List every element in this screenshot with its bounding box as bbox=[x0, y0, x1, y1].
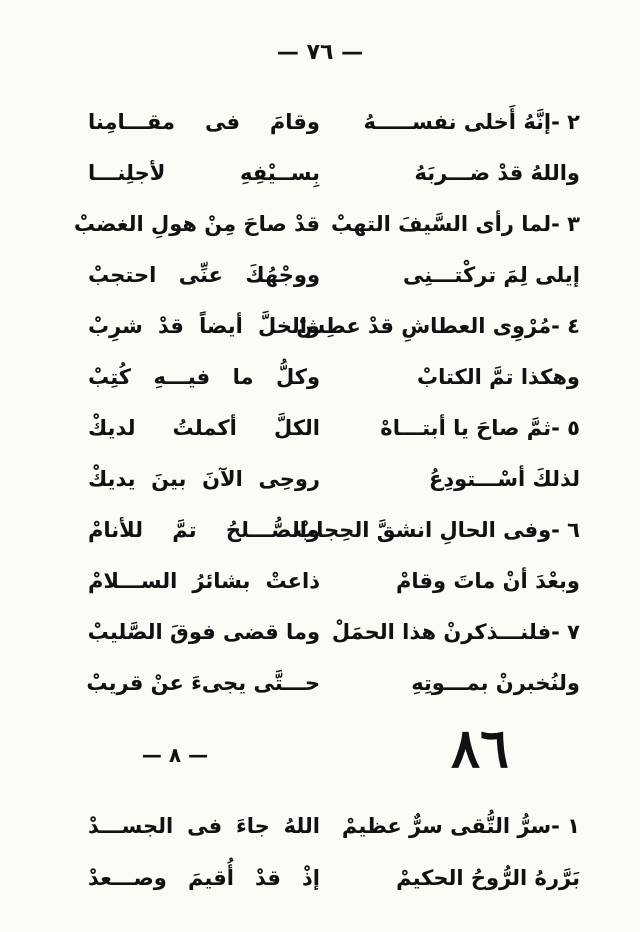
right-hemistich bbox=[330, 852, 580, 904]
left-hemistich: ووجْهُكَ عنِّى احتجبْ bbox=[88, 263, 320, 287]
hemistich-text: بَرَّرهُ الرُّوحُ الحكيمْ bbox=[396, 866, 580, 890]
verse-line bbox=[0, 504, 640, 556]
left-hemistich: إذْ قدْ أُقيمَ وصـــعدْ bbox=[88, 866, 320, 890]
right-hemistich bbox=[295, 504, 580, 556]
right-hemistich bbox=[330, 351, 580, 403]
hemistich-text: إنَّهُ أَخلى نفســـــهُ bbox=[363, 110, 552, 134]
meter-label: — ٨ — bbox=[141, 743, 209, 767]
right-hemistich bbox=[330, 402, 580, 454]
right-hemistich bbox=[330, 249, 580, 301]
verse-number: ٣ - bbox=[551, 212, 580, 236]
left-hemistich: حـــتَّى يجىءَ عنْ قريبْ bbox=[86, 671, 320, 695]
left-hemistich: روحِى الآنَ بينَ يديكْ bbox=[88, 467, 320, 491]
right-hemistich bbox=[330, 555, 580, 607]
poem-number: ٨٦ bbox=[450, 716, 509, 780]
verse-line bbox=[0, 249, 640, 301]
hemistich-text: وبعْدَ أنْ ماتَ وقامْ bbox=[395, 569, 580, 593]
verse-number: ٤ - bbox=[551, 314, 580, 338]
right-hemistich bbox=[330, 96, 580, 148]
right-hemistich bbox=[330, 800, 580, 852]
left-hemistich: والصُّـــلحُ تمَّ للأنامْ bbox=[88, 518, 320, 542]
verse-number: ٦ - bbox=[551, 518, 580, 542]
left-hemistich: والخلَّ أيضاً قدْ شرِبْ bbox=[88, 314, 320, 338]
hemistich-text: سرُّ التُّقى سرٌّ عظيمْ bbox=[341, 814, 552, 838]
hemistich-text: ولنُخبرنْ بمـــوتِهِ bbox=[411, 671, 580, 695]
right-hemistich bbox=[330, 606, 580, 658]
verse-line bbox=[0, 800, 640, 852]
verse-line bbox=[0, 147, 640, 199]
left-hemistich: بِســيْفِهِ لأجلِنـــا bbox=[88, 161, 320, 185]
verse-line bbox=[0, 198, 640, 250]
hemistich-text: لذلكَ أسْـــتودِعُ bbox=[428, 467, 580, 491]
left-hemistich: وكلُّ ما فيـــهِ كُتِبْ bbox=[88, 365, 320, 389]
hemistich-text: وهكذا تمَّ الكتابْ bbox=[417, 365, 580, 389]
left-hemistich: اللهُ جاءَ فى الجســـدْ bbox=[88, 814, 320, 838]
hemistich-text: وفى الحالِ انشقَّ الحِجابْ bbox=[295, 518, 552, 542]
page-number: — ٧٦ — bbox=[276, 40, 364, 65]
left-hemistich: وما قضى فوقَ الصَّليبْ bbox=[87, 620, 320, 644]
hemistich-text: مُرْوِى العطاشِ قدْ عطِشْ bbox=[296, 314, 552, 338]
verse-number: ١ - bbox=[551, 814, 580, 838]
verse-number: ٧ - bbox=[551, 620, 580, 644]
verse-line bbox=[0, 96, 640, 148]
verse-line bbox=[0, 606, 640, 658]
right-hemistich bbox=[330, 147, 580, 199]
left-hemistich: وقامَ فى مقـــامِنا bbox=[88, 110, 320, 134]
hemistich-text: لما رأى السَّيفَ التهبْ bbox=[331, 212, 552, 236]
hemistich-text: واللهُ قدْ ضـــربَهُ bbox=[414, 161, 580, 185]
right-hemistich bbox=[296, 300, 580, 352]
hemistich-text: فلنـــذكرنْ هذا الحمَلْ bbox=[331, 620, 552, 644]
verse-line bbox=[0, 300, 640, 352]
verse-line bbox=[0, 852, 640, 904]
left-hemistich: قدْ صاحَ مِنْ هولِ الغضبْ bbox=[73, 212, 320, 236]
hemistich-text: ثمَّ صاحَ يا أبتـــاهْ bbox=[380, 416, 552, 440]
verse-line bbox=[0, 402, 640, 454]
right-hemistich bbox=[330, 453, 580, 505]
left-hemistich: الكلَّ أكملتُ لديكْ bbox=[88, 416, 320, 440]
verse-line bbox=[0, 555, 640, 607]
left-hemistich: ذاعتْ بشائرُ الســـلامْ bbox=[88, 569, 320, 593]
verse-line bbox=[0, 657, 640, 709]
verse-line bbox=[0, 453, 640, 505]
verse-line bbox=[0, 351, 640, 403]
verse-number: ٢ - bbox=[551, 110, 580, 134]
right-hemistich bbox=[330, 657, 580, 709]
verse-number: ٥ - bbox=[551, 416, 580, 440]
right-hemistich bbox=[330, 198, 580, 250]
hemistich-text: إيلى لِمَ تركْتـــنِى bbox=[403, 263, 580, 287]
